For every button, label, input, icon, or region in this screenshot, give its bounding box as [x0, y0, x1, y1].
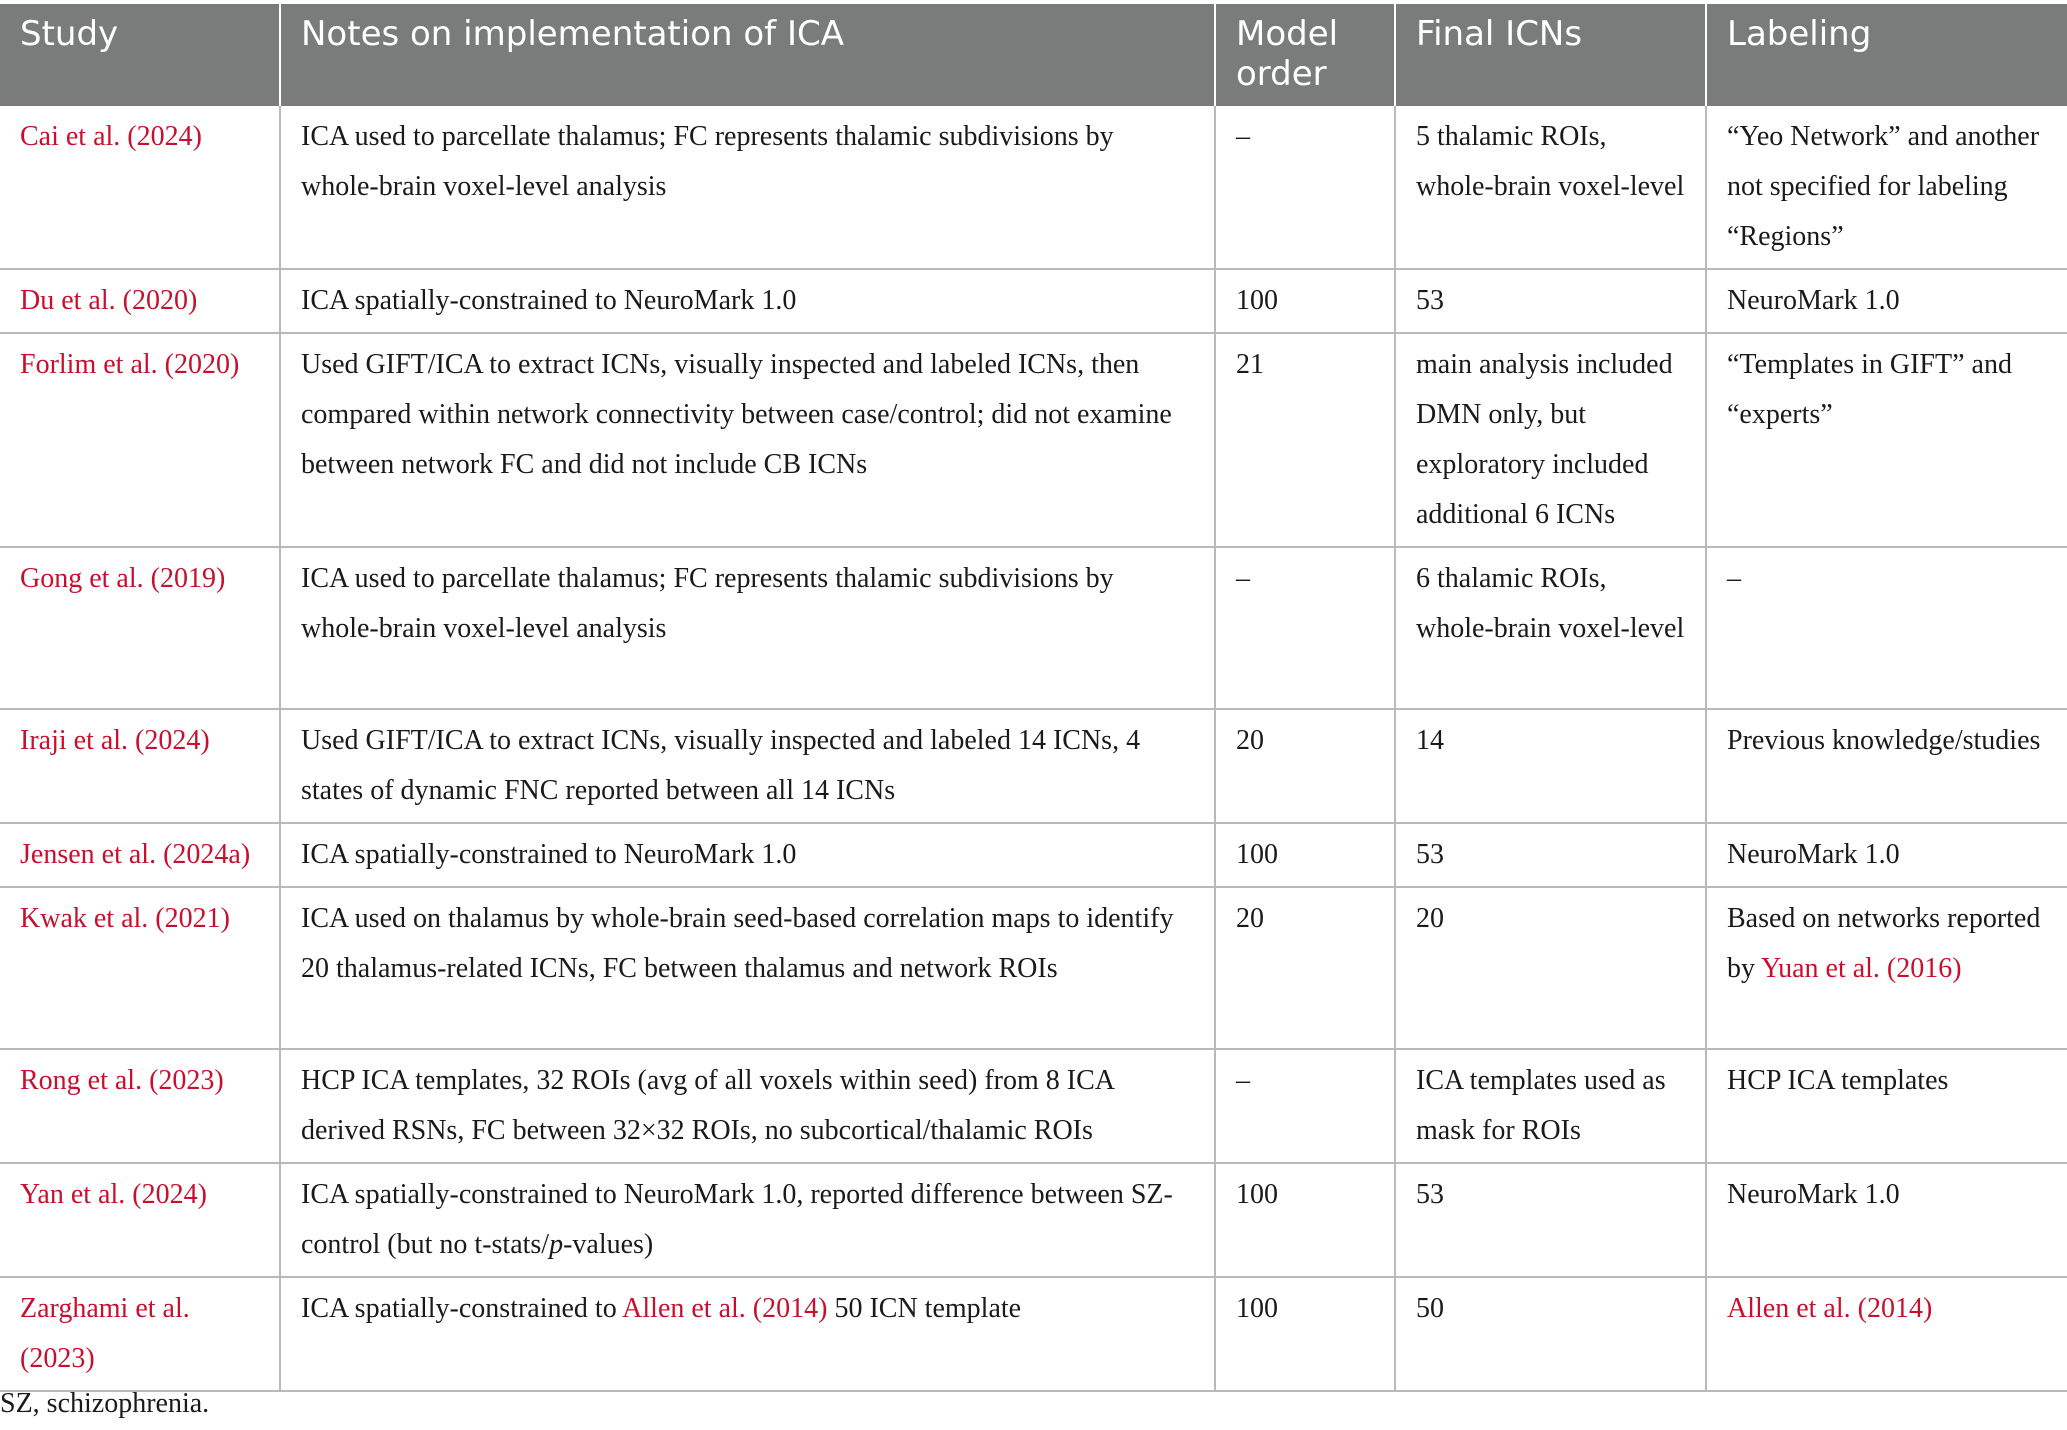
final-icns-cell: 6 thalamic ROIs, whole-brain voxel-level [1395, 547, 1706, 709]
labeling-cell: NeuroMark 1.0 [1706, 1163, 2067, 1277]
notes-cell: ICA spatially-constrained to NeuroMark 1.0 [280, 269, 1215, 333]
table-row [0, 887, 2067, 1049]
notes-italic: p [549, 1229, 564, 1260]
header-model-order: Model order [1215, 4, 1395, 106]
header-final-icns: Final ICNs [1395, 4, 1706, 106]
model-order-cell: 100 [1215, 1277, 1395, 1391]
reference-link[interactable]: Allen et al. (2014) [622, 1293, 828, 1324]
study-link[interactable]: Iraji et al. (2024) [20, 725, 210, 756]
final-icns-cell: 5 thalamic ROIs, whole-brain voxel-level [1395, 106, 1706, 269]
model-order-cell: 100 [1215, 1163, 1395, 1277]
study-link[interactable]: Du et al. (2020) [20, 285, 198, 316]
study-link[interactable]: Jensen et al. (2024a) [20, 839, 251, 870]
final-icns-cell: 53 [1395, 269, 1706, 333]
final-icns-cell: ICA templates used as mask for ROIs [1395, 1049, 1706, 1163]
labeling-cell: “Templates in GIFT” and “experts” [1706, 333, 2067, 547]
study-link[interactable]: Gong et al. (2019) [20, 563, 226, 594]
study-cell[interactable] [0, 1163, 280, 1277]
table-footnote: SZ, schizophrenia. [0, 1388, 210, 1419]
table-header [0, 4, 2067, 106]
labeling-cell: HCP ICA templates [1706, 1049, 2067, 1163]
model-order-cell: – [1215, 547, 1395, 709]
studies-table [0, 4, 2067, 1392]
final-icns-cell: 53 [1395, 823, 1706, 887]
reference-link[interactable]: Yuan et al. (2016) [1760, 953, 1962, 984]
notes-text-end: -values) [563, 1229, 654, 1260]
notes-cell: HCP ICA templates, 32 ROIs (avg of all voxels within seed) from 8 ICA derived RSNs, FC between 32×32 ROIs, no subcortical/thalamic ROIs [280, 1049, 1215, 1163]
final-icns-cell: 53 [1395, 1163, 1706, 1277]
notes-cell: ICA used to parcellate thalamus; FC represents thalamic subdivisions by whole-brain voxel-level analysis [280, 106, 1215, 269]
study-link[interactable]: Cai et al. (2024) [20, 121, 202, 152]
final-icns-cell: main analysis included DMN only, but exploratory included additional 6 ICNs [1395, 333, 1706, 547]
notes-cell: ICA used to parcellate thalamus; FC represents thalamic subdivisions by whole-brain voxel-level analysis [280, 547, 1215, 709]
notes-cell [280, 1163, 1215, 1277]
model-order-cell: – [1215, 1049, 1395, 1163]
model-order-cell: 20 [1215, 887, 1395, 1049]
model-order-cell: 20 [1215, 709, 1395, 823]
labeling-cell: NeuroMark 1.0 [1706, 823, 2067, 887]
study-cell[interactable] [0, 269, 280, 333]
study-cell[interactable] [0, 887, 280, 1049]
study-link[interactable]: Forlim et al. (2020) [20, 349, 240, 380]
labeling-cell: NeuroMark 1.0 [1706, 269, 2067, 333]
study-cell[interactable] [0, 823, 280, 887]
model-order-cell: – [1215, 106, 1395, 269]
table-row [0, 269, 2067, 333]
labeling-cell [1706, 1277, 2067, 1391]
final-icns-cell: 50 [1395, 1277, 1706, 1391]
model-order-cell: 100 [1215, 823, 1395, 887]
study-link[interactable]: Yan et al. (2024) [20, 1179, 207, 1210]
study-link[interactable]: Kwak et al. (2021) [20, 903, 230, 934]
table-row [0, 823, 2067, 887]
table-row [0, 1163, 2067, 1277]
table-row [0, 1049, 2067, 1163]
study-cell[interactable] [0, 709, 280, 823]
final-icns-cell: 20 [1395, 887, 1706, 1049]
final-icns-cell: 14 [1395, 709, 1706, 823]
model-order-cell: 100 [1215, 269, 1395, 333]
notes-text: ICA spatially-constrained to NeuroMark 1.0, reported difference between SZ-control (but no t-stats/ [301, 1179, 1173, 1260]
table-row [0, 1277, 2067, 1391]
notes-cell: Used GIFT/ICA to extract ICNs, visually inspected and labeled 14 ICNs, 4 states of dynamic FNC reported between all 14 ICNs [280, 709, 1215, 823]
labeling-text: Based on networks reported by [1727, 903, 2041, 984]
labeling-cell: – [1706, 547, 2067, 709]
study-cell[interactable] [0, 547, 280, 709]
study-link[interactable]: Rong et al. (2023) [20, 1065, 224, 1096]
study-cell[interactable] [0, 1049, 280, 1163]
table-row [0, 106, 2067, 269]
table-row [0, 709, 2067, 823]
labeling-cell [1706, 887, 2067, 1049]
model-order-cell: 21 [1215, 333, 1395, 547]
notes-cell: ICA used on thalamus by whole-brain seed-based correlation maps to identify 20 thalamus-related ICNs, FC between thalamus and network ROIs [280, 887, 1215, 1049]
table-row [0, 547, 2067, 709]
study-cell[interactable] [0, 1277, 280, 1391]
notes-text: ICA spatially-constrained to [301, 1293, 623, 1324]
reference-link[interactable]: Allen et al. (2014) [1727, 1293, 1933, 1324]
labeling-cell: “Yeo Network” and another not specified for labeling “Regions” [1706, 106, 2067, 269]
notes-cell: Used GIFT/ICA to extract ICNs, visually inspected and labeled ICNs, then compared within network connectivity between case/control; did not examine between network FC and did not include CB ICNs [280, 333, 1215, 547]
table-row [0, 333, 2067, 547]
header-study: Study [0, 4, 280, 106]
header-notes: Notes on implementation of ICA [280, 4, 1215, 106]
header-row [0, 4, 2067, 106]
labeling-cell: Previous knowledge/studies [1706, 709, 2067, 823]
table-body [0, 106, 2067, 1391]
notes-cell [280, 1277, 1215, 1391]
header-labeling: Labeling [1706, 4, 2067, 106]
notes-text-end: 50 ICN template [827, 1293, 1022, 1324]
notes-cell: ICA spatially-constrained to NeuroMark 1.0 [280, 823, 1215, 887]
study-link[interactable]: Zarghami et al. (2023) [20, 1293, 190, 1374]
study-cell[interactable] [0, 106, 280, 269]
study-cell[interactable] [0, 333, 280, 547]
